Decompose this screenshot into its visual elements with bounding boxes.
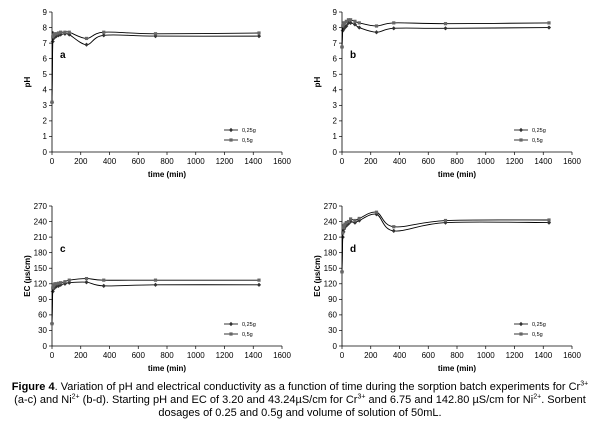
x-tick-label: 1000: [186, 351, 205, 360]
y-axis-title: EC (µs/cm): [23, 255, 32, 297]
data-point: [85, 277, 88, 280]
x-tick-label: 1200: [505, 157, 524, 166]
data-point: [349, 217, 352, 220]
data-point: [349, 21, 353, 25]
x-tick-label: 1200: [505, 351, 524, 360]
x-tick-label: 0: [339, 351, 345, 360]
y-tick-label: 120: [323, 279, 337, 289]
data-point: [341, 231, 344, 234]
x-tick-label: 1000: [476, 351, 495, 360]
caption-superscript: 2+: [533, 393, 542, 401]
data-point: [547, 218, 550, 221]
x-tick-label: 400: [392, 157, 407, 166]
x-tick-label: 1000: [476, 157, 495, 166]
y-tick-label: 4: [332, 85, 337, 95]
y-tick-label: 5: [332, 70, 337, 80]
x-tick-label: 600: [421, 157, 435, 166]
data-point: [547, 21, 550, 24]
y-tick-label: 210: [33, 232, 47, 242]
caption-segment: . Sorbent dosages of 0.25 and 0.5g and volume of solution of 50mL.: [158, 394, 586, 419]
y-tick-label: 30: [38, 326, 47, 336]
y-axis-title: pH: [313, 76, 322, 88]
series-0-25g-g: [50, 280, 261, 326]
data-point: [59, 31, 62, 34]
y-tick-label: 180: [323, 248, 337, 258]
y-tick-label: 7: [332, 38, 337, 48]
x-tick-label: 600: [131, 157, 145, 166]
y-tick-label: 3: [42, 101, 47, 111]
x-tick-label: 800: [160, 351, 174, 360]
y-tick-label: 240: [323, 217, 337, 227]
y-tick-label: 0: [332, 341, 337, 351]
data-point: [392, 26, 396, 30]
y-tick-label: 1: [42, 132, 47, 142]
caption-segment: (b-d). Starting pH and EC of 3.20 and 43.24µS/cm for Cr: [79, 394, 358, 406]
x-tick-label: 200: [74, 157, 88, 166]
x-tick-label: 1600: [563, 157, 581, 166]
figure-caption: [6, 381, 594, 420]
x-tick-label: 1400: [244, 157, 263, 166]
y-tick-label: 60: [38, 310, 47, 320]
data-point: [102, 33, 106, 37]
x-tick-label: 1000: [186, 157, 205, 166]
data-point: [68, 279, 71, 282]
data-point: [68, 31, 71, 34]
series-line: [52, 282, 259, 324]
data-point: [154, 279, 157, 282]
x-tick-label: 0: [339, 157, 345, 166]
series-0-5g-g: [340, 18, 550, 48]
chart-panel-b: [313, 8, 581, 179]
legend-label: 0,5g: [242, 332, 253, 338]
caption-text: [11, 380, 589, 419]
data-point: [392, 229, 396, 233]
data-point: [392, 225, 395, 228]
x-axis-title: time (min): [147, 364, 187, 373]
y-tick-label: 150: [33, 264, 47, 274]
y-tick-label: 2: [332, 116, 337, 126]
y-tick-label: 240: [33, 217, 47, 227]
caption-superscript: 3+: [357, 393, 366, 401]
legend-label: 0,25g: [532, 128, 546, 134]
x-tick-label: 1200: [215, 157, 234, 166]
x-tick-label: 1400: [244, 351, 263, 360]
y-tick-label: 9: [332, 7, 337, 17]
data-point: [340, 270, 343, 273]
panel-label: d: [350, 244, 357, 255]
caption-superscript: 2+: [71, 393, 80, 401]
y-tick-label: 150: [323, 264, 337, 274]
x-tick-label: 0: [49, 157, 55, 166]
x-tick-label: 800: [160, 157, 174, 166]
y-axis-title: EC (µs/cm): [313, 255, 322, 297]
series-line: [52, 33, 259, 102]
y-tick-label: 2: [42, 116, 47, 126]
y-tick-label: 8: [42, 23, 47, 33]
data-point: [257, 31, 260, 34]
legend-label: 0,25g: [242, 322, 256, 328]
x-tick-label: 600: [131, 351, 145, 360]
legend-marker: [229, 332, 232, 335]
y-tick-label: 8: [332, 23, 337, 33]
data-point: [102, 279, 105, 282]
data-point: [547, 25, 551, 29]
y-tick-label: 7: [42, 38, 47, 48]
caption-superscript: 3+: [580, 380, 589, 388]
x-tick-label: 1400: [534, 351, 553, 360]
y-tick-label: 180: [33, 248, 47, 258]
x-tick-label: 200: [364, 351, 378, 360]
legend-marker: [519, 128, 523, 132]
x-tick-label: 400: [102, 157, 117, 166]
data-point: [353, 20, 356, 23]
series-0-5g-g: [50, 31, 260, 104]
data-point: [444, 22, 447, 25]
data-point: [257, 34, 261, 38]
y-tick-label: 4: [42, 85, 47, 95]
y-tick-label: 270: [33, 201, 47, 211]
data-point: [102, 284, 106, 288]
y-tick-label: 6: [332, 54, 337, 64]
series-line: [52, 32, 259, 103]
y-tick-label: 9: [42, 7, 47, 17]
data-point: [84, 280, 88, 284]
data-point: [63, 31, 66, 34]
data-point: [349, 18, 352, 21]
data-point: [154, 32, 157, 35]
data-point: [257, 279, 260, 282]
legend-marker: [229, 322, 233, 326]
series-0-25g-g: [50, 32, 261, 105]
legend-label: 0,25g: [242, 128, 256, 134]
x-axis-title: time (min): [147, 170, 187, 179]
series-0-5g-g: [340, 211, 550, 274]
y-tick-label: 270: [323, 201, 337, 211]
data-point: [153, 283, 157, 287]
x-tick-label: 1600: [563, 351, 581, 360]
data-point: [392, 21, 395, 24]
data-point: [257, 283, 261, 287]
x-tick-label: 200: [74, 351, 88, 360]
x-tick-label: 0: [49, 351, 55, 360]
data-point: [50, 101, 53, 104]
data-point: [102, 31, 105, 34]
caption-segment: (a-c) and Ni: [14, 394, 72, 406]
data-point: [50, 322, 53, 325]
panel-label: c: [60, 244, 66, 255]
legend-marker: [229, 128, 233, 132]
y-tick-label: 0: [42, 147, 47, 157]
y-tick-label: 60: [328, 310, 337, 320]
y-tick-label: 210: [323, 232, 337, 242]
legend-label: 0,5g: [532, 138, 543, 144]
y-tick-label: 1: [332, 132, 337, 142]
panel-label: a: [60, 50, 66, 61]
data-point: [85, 37, 88, 40]
y-tick-label: 120: [33, 279, 47, 289]
caption-segment: and 6.75 and 142.80 µS/cm for Ni: [365, 394, 534, 406]
legend-marker: [519, 322, 523, 326]
data-point: [444, 219, 447, 222]
x-tick-label: 1600: [273, 351, 291, 360]
y-tick-label: 30: [328, 326, 337, 336]
data-point: [374, 30, 378, 34]
y-tick-label: 0: [332, 147, 337, 157]
legend-label: 0,25g: [532, 322, 546, 328]
y-tick-label: 5: [42, 70, 47, 80]
legend-marker: [229, 138, 232, 141]
legend-marker: [519, 138, 522, 141]
x-tick-label: 400: [392, 351, 407, 360]
y-tick-label: 3: [332, 101, 337, 111]
chart-panel-a: [23, 8, 291, 179]
data-point: [84, 43, 88, 47]
data-point: [358, 21, 361, 24]
x-tick-label: 1200: [215, 351, 234, 360]
legend-label: 0,5g: [532, 332, 543, 338]
data-point: [375, 211, 378, 214]
data-point: [59, 281, 62, 284]
legend-label: 0,5g: [242, 138, 253, 144]
caption-segment: . Variation of pH and electrical conductivity as a function of time during the sorption batch experiments for Cr: [54, 381, 581, 393]
data-point: [358, 217, 361, 220]
x-tick-label: 800: [450, 157, 464, 166]
y-tick-label: 0: [42, 341, 47, 351]
chart-panel-d: [313, 202, 581, 373]
x-tick-label: 600: [421, 351, 435, 360]
x-tick-label: 800: [450, 351, 464, 360]
y-axis-title: pH: [23, 76, 32, 88]
data-point: [375, 24, 378, 27]
y-tick-label: 6: [42, 54, 47, 64]
panel-label: b: [350, 50, 357, 61]
x-tick-label: 1600: [273, 157, 291, 166]
x-tick-label: 1400: [534, 157, 553, 166]
x-axis-title: time (min): [437, 170, 477, 179]
x-axis-title: time (min): [437, 364, 477, 373]
x-tick-label: 400: [102, 351, 117, 360]
data-point: [63, 280, 66, 283]
legend-marker: [519, 332, 522, 335]
figure-label: Figure 4: [11, 381, 55, 393]
y-tick-label: 90: [38, 295, 47, 305]
data-point: [443, 26, 447, 30]
x-tick-label: 200: [364, 157, 378, 166]
data-point: [357, 25, 361, 29]
chart-panel-c: [23, 202, 291, 373]
data-point: [353, 219, 356, 222]
y-tick-label: 90: [328, 295, 337, 305]
data-point: [340, 45, 343, 48]
